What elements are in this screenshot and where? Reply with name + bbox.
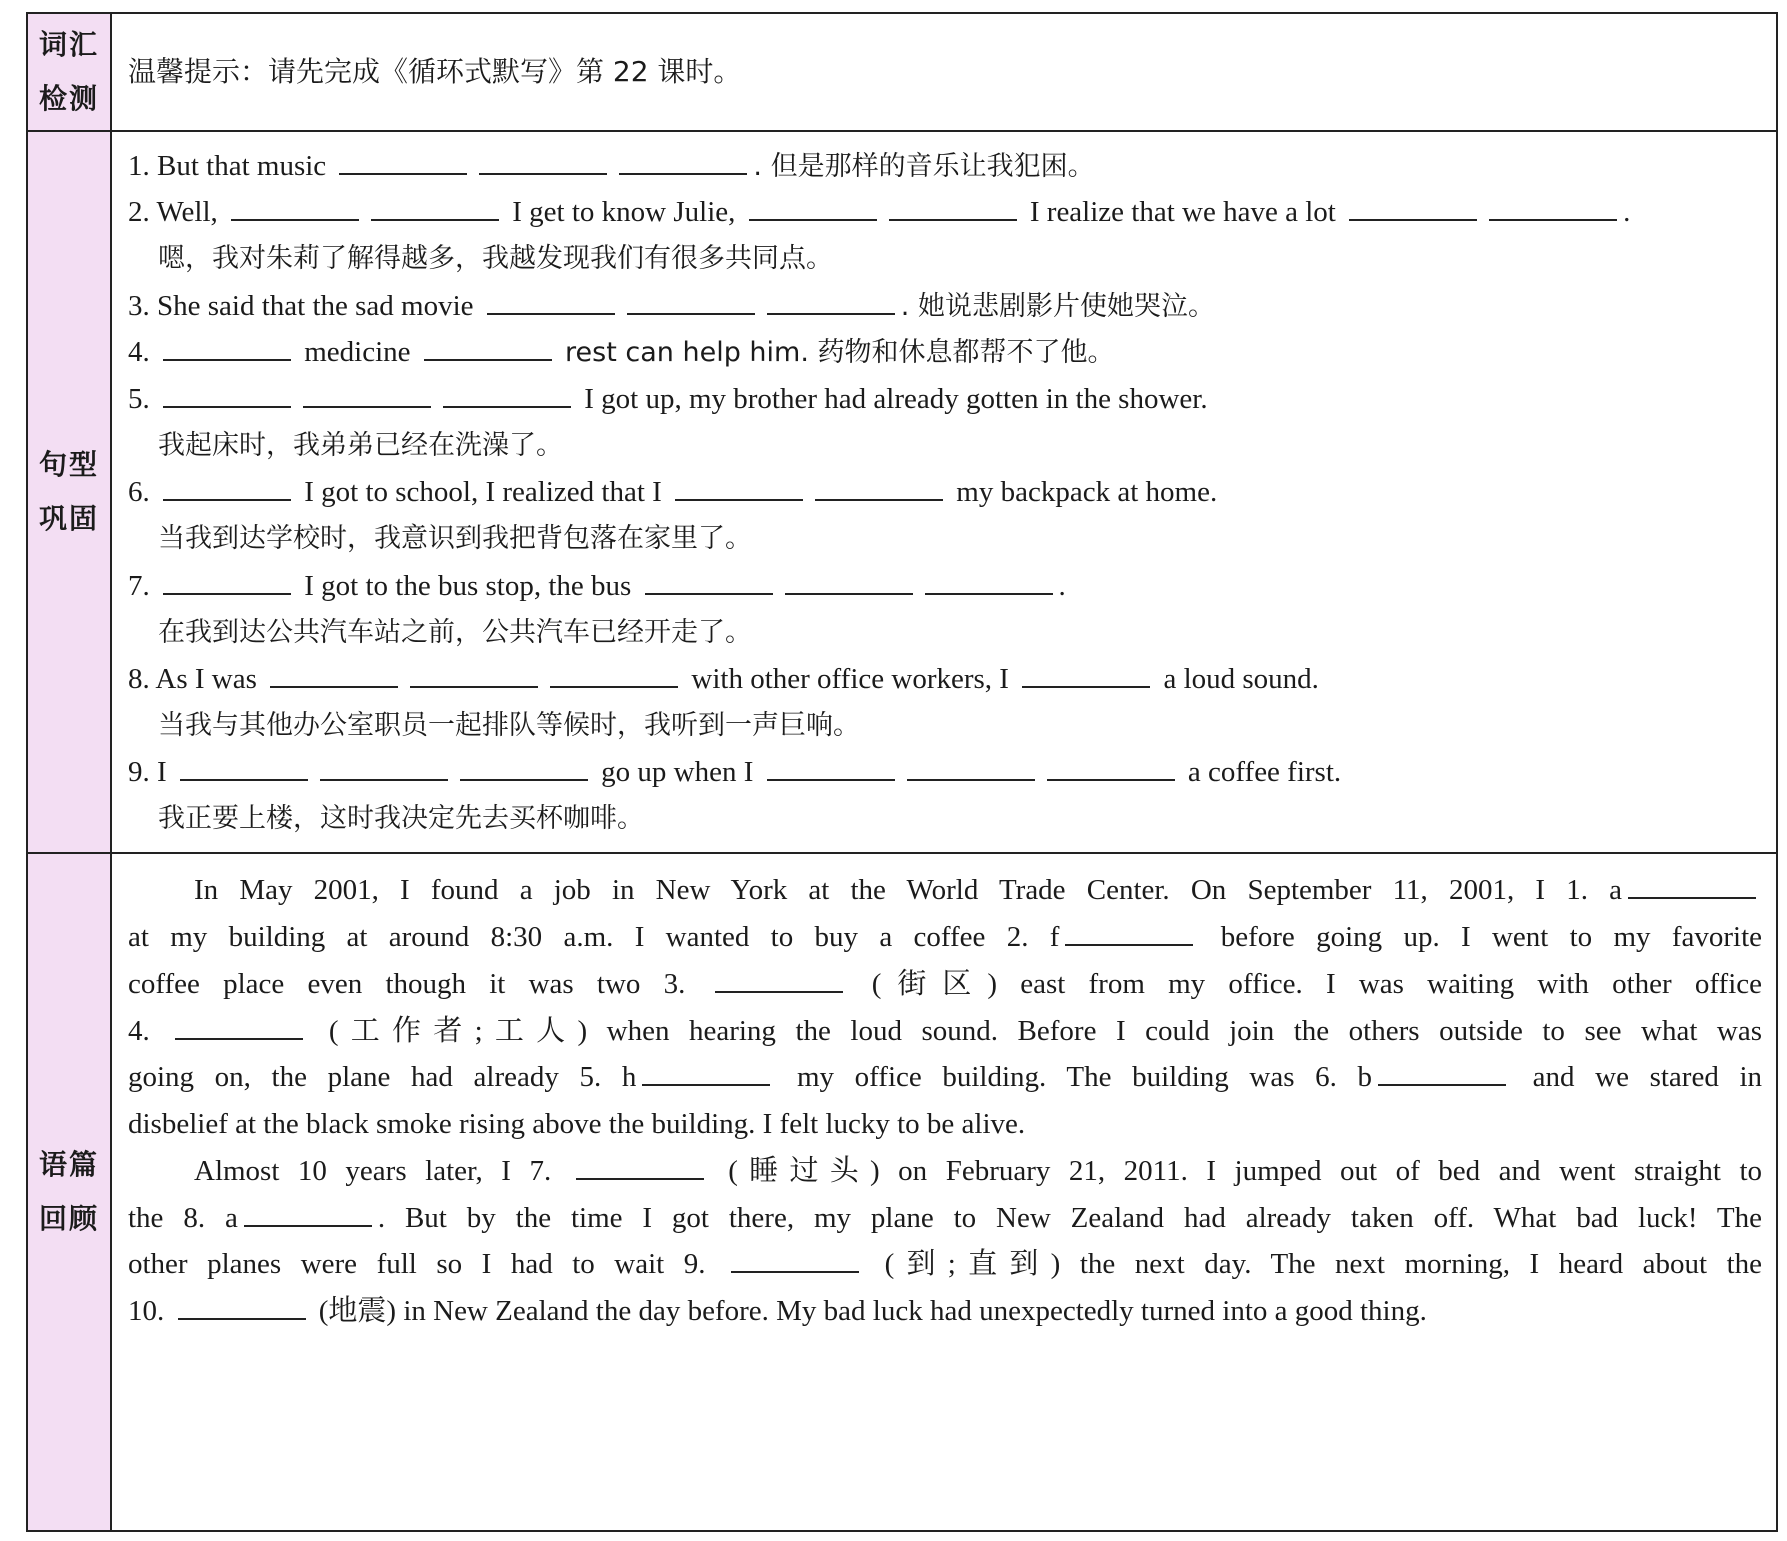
answer-blank[interactable]	[303, 380, 431, 408]
answer-blank[interactable]	[371, 193, 499, 221]
answer-blank[interactable]	[443, 380, 571, 408]
sentence-6-translation: 当我到达学校时，我意识到我把背包落在家里了。	[158, 523, 752, 554]
sentence-6: 6. I got to school, I realized that I my backpack at home.	[128, 472, 1217, 512]
answer-blank[interactable]	[627, 287, 755, 315]
answer-blank[interactable]	[642, 1058, 770, 1086]
answer-blank[interactable]	[479, 147, 607, 175]
answer-blank[interactable]	[550, 660, 678, 688]
answer-blank[interactable]	[1047, 753, 1175, 781]
answer-blank[interactable]	[815, 473, 943, 501]
passage-section	[28, 852, 1776, 1530]
answer-blank[interactable]	[576, 1152, 704, 1180]
answer-blank[interactable]	[1349, 193, 1477, 221]
sentence-4: 4. medicine rest can help him. 药物和休息都帮不了他。	[128, 332, 1115, 373]
answer-blank[interactable]	[925, 567, 1053, 595]
answer-blank[interactable]	[320, 753, 448, 781]
answer-blank[interactable]	[749, 193, 877, 221]
vocab-section	[28, 14, 1776, 130]
vocab-label	[28, 14, 112, 130]
vocab-hint: 温馨提示：请先完成《循环式默写》第 22 课时。	[128, 55, 742, 88]
answer-blank[interactable]	[410, 660, 538, 688]
answer-blank[interactable]	[907, 753, 1035, 781]
answer-blank[interactable]	[715, 965, 843, 993]
sentence-8-translation: 当我与其他办公室职员一起排队等候时，我听到一声巨响。	[158, 710, 860, 741]
sentence-2-translation: 嗯，我对朱莉了解得越多，我越发现我们有很多共同点。	[158, 243, 833, 274]
answer-blank[interactable]	[175, 1012, 303, 1040]
answer-blank[interactable]	[1022, 660, 1150, 688]
answer-blank[interactable]	[270, 660, 398, 688]
answer-blank[interactable]	[231, 193, 359, 221]
answer-blank[interactable]	[163, 380, 291, 408]
answer-blank[interactable]	[767, 753, 895, 781]
answer-blank[interactable]	[339, 147, 467, 175]
vocab-label-line2: 检测	[39, 82, 100, 115]
passage-line: disbelief at the black smoke rising above the building. I felt lucky to be alive.	[128, 1108, 1026, 1140]
answer-blank[interactable]	[619, 147, 747, 175]
answer-blank[interactable]	[675, 473, 803, 501]
sentence-7-translation: 在我到达公共汽车站之前，公共汽车已经开走了。	[158, 617, 752, 648]
passage-line: going on, the plane had already 5. h my office building. The building was 6. b and we stared in	[128, 1057, 1762, 1097]
sentences-label-line1: 句型	[39, 448, 100, 481]
passage-line: coffee place even though it was two 3. (街区) east from my office. I was waiting with other office	[128, 964, 1762, 1004]
answer-blank[interactable]	[244, 1199, 372, 1227]
answer-blank[interactable]	[163, 333, 291, 361]
exercise-sheet	[26, 12, 1778, 1532]
answer-blank[interactable]	[645, 567, 773, 595]
sentence-2: 2. Well, I get to know Julie, I realize that we have a lot .	[128, 192, 1630, 232]
passage-line: the 8. a . But by the time I got there, my plane to New Zealand had already taken off. What bad luck! The	[128, 1198, 1762, 1238]
answer-blank[interactable]	[1628, 871, 1756, 899]
sentence-1: 1. But that music . 但是那样的音乐让我犯困。	[128, 146, 1095, 187]
answer-blank[interactable]	[889, 193, 1017, 221]
sentences-section	[28, 130, 1776, 852]
sentence-8: 8. As I was with other office workers, I a loud sound.	[128, 659, 1319, 699]
answer-blank[interactable]	[163, 473, 291, 501]
vocab-label-line1: 词汇	[39, 28, 100, 61]
sentence-5-translation: 我起床时，我弟弟已经在洗澡了。	[158, 430, 563, 461]
answer-blank[interactable]	[460, 753, 588, 781]
passage-line: In May 2001, I found a job in New York at the World Trade Center. On September 11, 2001, I 1. a	[128, 870, 1762, 910]
answer-blank[interactable]	[1378, 1058, 1506, 1086]
answer-blank[interactable]	[163, 567, 291, 595]
sentence-5: 5. I got up, my brother had already gotten in the shower.	[128, 379, 1208, 419]
answer-blank[interactable]	[731, 1245, 859, 1273]
sentence-7: 7. I got to the bus stop, the bus .	[128, 566, 1066, 606]
answer-blank[interactable]	[487, 287, 615, 315]
answer-blank[interactable]	[767, 287, 895, 315]
answer-blank[interactable]	[178, 1292, 306, 1320]
sentence-9: 9. I go up when I a coffee first.	[128, 752, 1341, 792]
passage-label-line2: 回顾	[39, 1202, 100, 1235]
passage-line: at my building at around 8:30 a.m. I wanted to buy a coffee 2. f before going up. I went to my favorite	[128, 917, 1762, 957]
answer-blank[interactable]	[1065, 918, 1193, 946]
passage-line: 4. (工作者;工人) when hearing the loud sound. Before I could join the others outside to see what was	[128, 1011, 1762, 1051]
passage-line: Almost 10 years later, I 7. (睡过头) on February 21, 2011. I jumped out of bed and went straight to	[128, 1151, 1762, 1191]
passage-line: other planes were full so I had to wait 9. (到;直到) the next day. The next morning, I heard about the	[128, 1244, 1762, 1284]
answer-blank[interactable]	[1489, 193, 1617, 221]
passage-label	[28, 854, 112, 1530]
sentences-label-line2: 巩固	[39, 502, 100, 535]
answer-blank[interactable]	[180, 753, 308, 781]
answer-blank[interactable]	[424, 333, 552, 361]
passage-line: 10. (地震) in New Zealand the day before. My bad luck had unexpectedly turned into a good thing.	[128, 1291, 1762, 1331]
sentence-9-translation: 我正要上楼，这时我决定先去买杯咖啡。	[158, 803, 644, 834]
answer-blank[interactable]	[785, 567, 913, 595]
passage-label-line1: 语篇	[39, 1148, 100, 1181]
sentences-label	[28, 132, 112, 852]
sentence-3: 3. She said that the sad movie . 她说悲剧影片使她哭泣。	[128, 286, 1215, 327]
